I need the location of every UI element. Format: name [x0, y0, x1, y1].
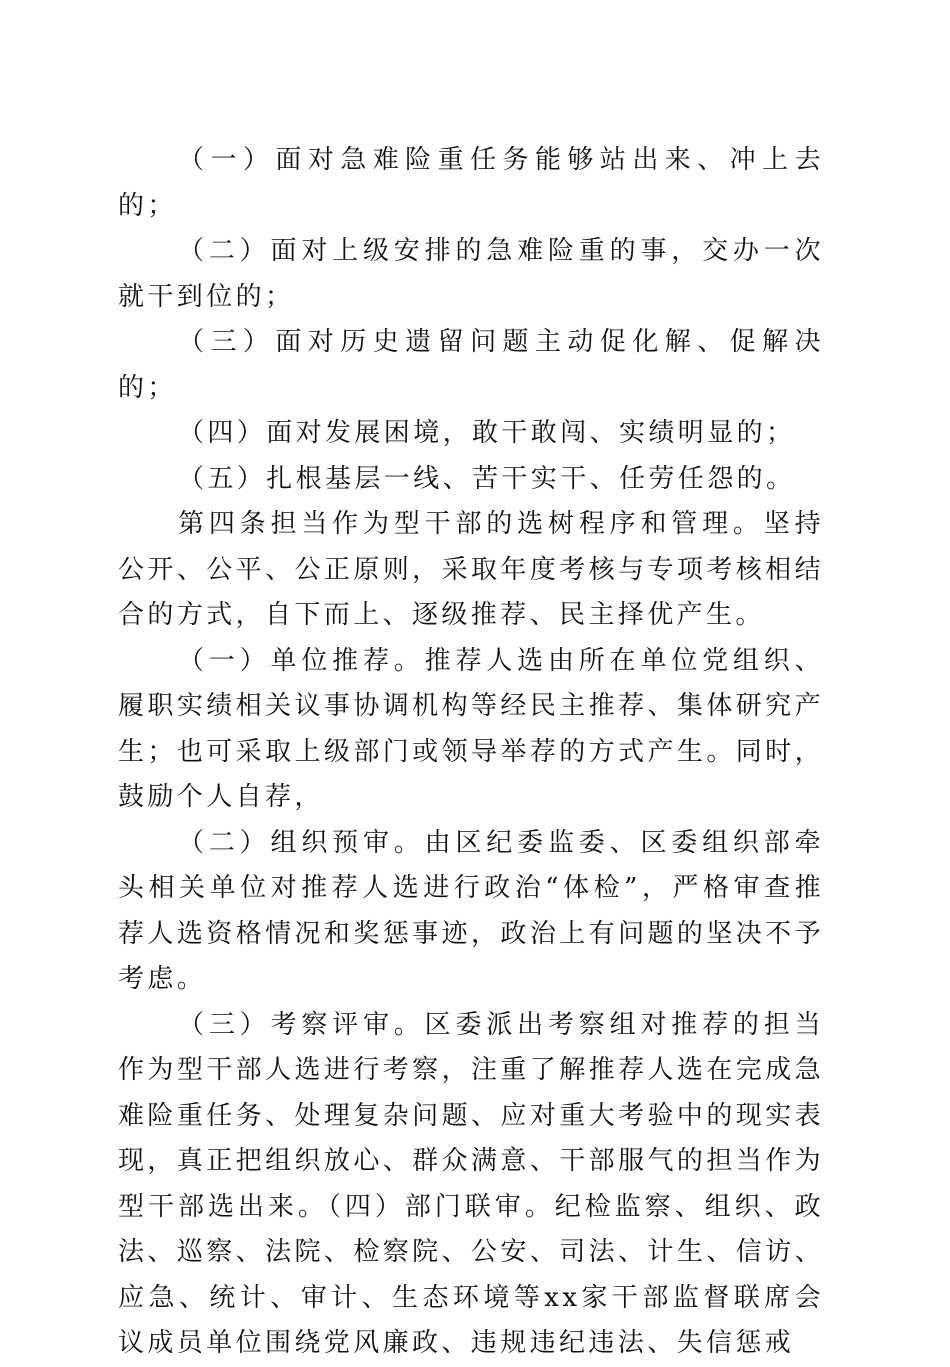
- unit-recommendation-paragraph: （一）单位推荐。推荐人选由所在单位党组织、履职实绩相关议事协调机构等经民主推荐、集体研究产生；也可采取上级部门或领导举荐的方式产生。同时，鼓励个人自荐，: [118, 645, 824, 812]
- document-page: [118, 138, 824, 1367]
- paragraph-item-2: （二）面对上级安排的急难险重的事，交办一次就干到位的；: [118, 236, 824, 312]
- article-four-paragraph: 第四条担当作为型干部的选树程序和管理。坚持公开、公平、公正原则，采取年度考核与专项考核相结合的方式，自下而上、逐级推荐、民主择优产生。: [118, 509, 824, 630]
- paragraph-item-5: （五）扎根基层一线、苦干实干、任劳任怨的。: [178, 463, 796, 494]
- paragraph-item-4: （四）面对发展困境，敢干敢闯、实绩明显的；: [178, 418, 796, 448]
- organization-review-paragraph: （二）组织预审。由区纪委监委、区委组织部牵头相关单位对推荐人选进行政治“体检”，严格审查推荐人选资格情况和奖惩事迹，政治上有问题的坚决不予考虑。: [118, 827, 824, 994]
- inspection-review-paragraph: （三）考察评审。区委派出考察组对推荐的担当作为型干部人选进行考察，注重了解推荐人选在完成急难险重任务、处理复杂问题、应对重大考验中的现实表现，真正把组织放心、群众满意、干部服气的担当作为型干部选出来。（四）部门联审。纪检监察、组织、政法、巡察、法院、检察院、公安、司法、计生、信访、应急、统计、审计、生态环境等xx家干部监督联席会议成员单位围绕党风廉政、违规违纪违法、失信惩戒: [118, 1009, 824, 1358]
- paragraph-item-1: （一）面对急难险重任务能够站出来、冲上去的；: [118, 145, 824, 221]
- paragraph-item-3: （三）面对历史遗留问题主动促化解、促解决的；: [118, 327, 824, 403]
